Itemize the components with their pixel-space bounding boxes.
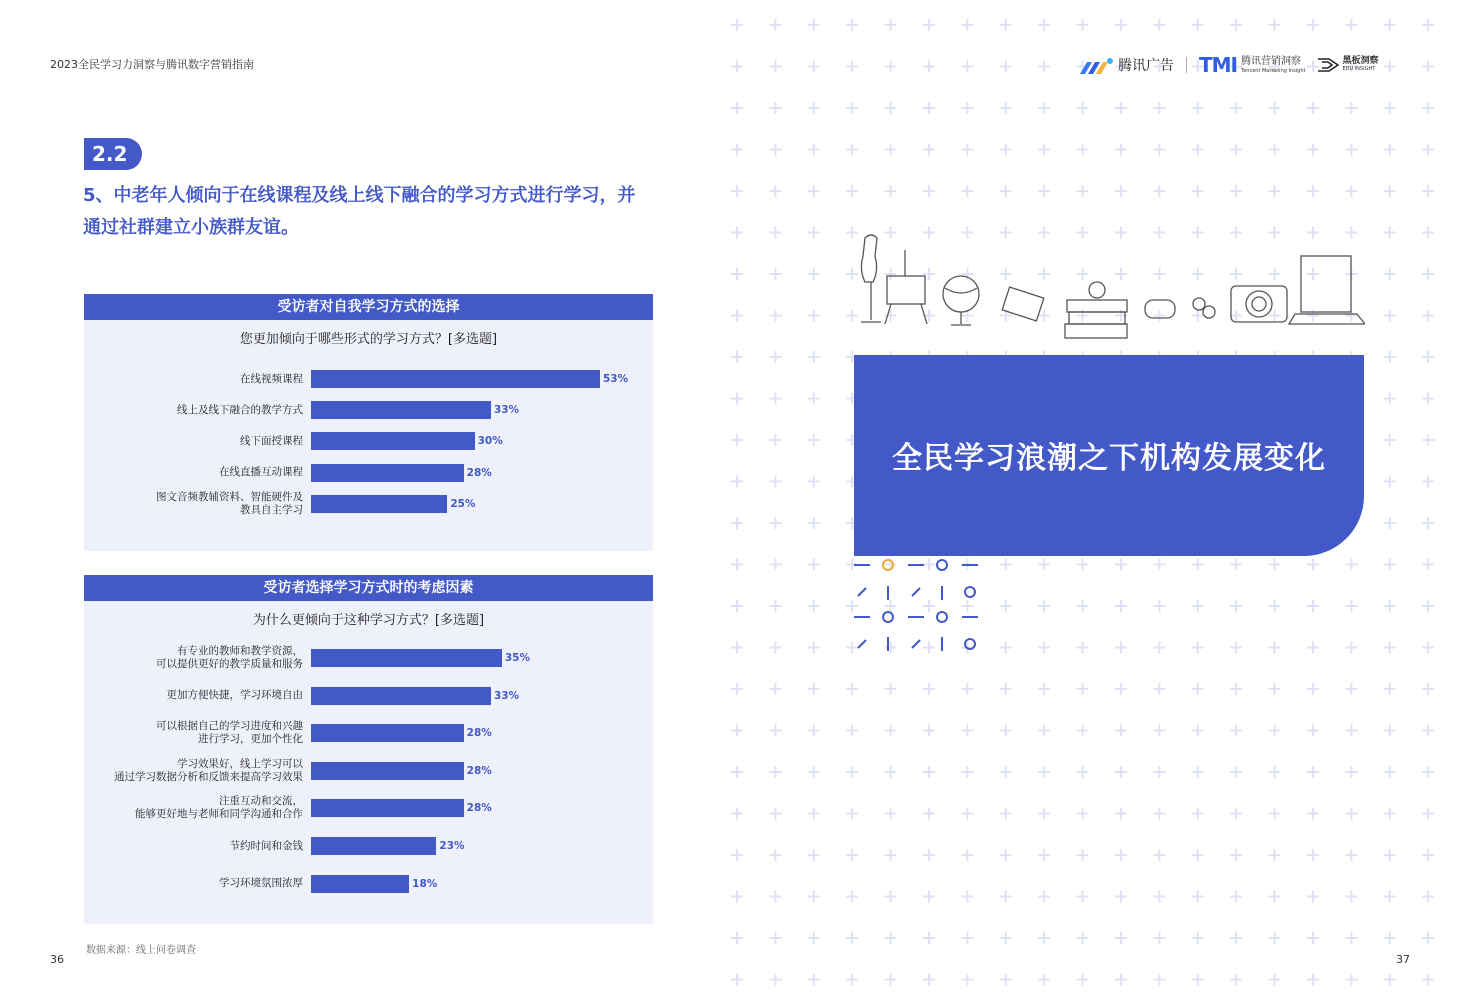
edu-insight-logo [1317,57,1378,73]
bar [311,724,464,742]
chart-panel-consideration-factors [84,575,653,924]
camera-sketch [1231,286,1287,322]
chart-title: 受访者选择学习方式时的考虑因素 [84,575,653,601]
logo-divider [1186,57,1187,73]
bar [311,370,600,388]
hero-banner [854,355,1364,556]
edu-insight-name: 黑板洞察 [1342,56,1379,66]
page-number-left: 36 [50,953,64,966]
bar-category-label [73,877,303,890]
chart-panel-learning-methods [84,294,653,551]
laptop-sketch [1289,256,1365,324]
tmi-english: Tencent Marketing Insight [1241,67,1306,74]
decorative-pattern [850,556,990,656]
tencent-ads-icon [1080,56,1114,74]
section-badge: 2.2 [84,138,142,170]
headline-line-2: 通过社群建立小族群友谊。 [83,217,299,238]
bar-value-label: 18% [412,877,438,890]
brand-logos [1080,52,1390,78]
bar-value-label: 28% [466,802,492,815]
bar-value-label: 30% [477,435,503,448]
bar-category-label-line: 线下面授课程 [240,434,303,447]
bar-category-label-line: 学习环境氛围浓厚 [219,877,303,890]
bar-category-label-line: 进行学习，更加个性化 [198,733,303,746]
hero-title: 全民学习浪潮之下机构发展变化 [892,441,1326,476]
tmi-mark: TMI [1199,53,1237,77]
bar [311,401,491,419]
globe-sketch [943,276,979,325]
bar-value-label: 25% [450,497,476,510]
bar-category-label-line: 在线直播互动课程 [219,466,303,479]
bar [311,687,491,705]
section-headline [83,180,673,244]
bar [311,762,464,780]
headline-line-1: 5、中老年人倾向于在线课程及线上线下融合的学习方式进行学习，并 [83,185,636,206]
document-title: 2023全民学习力洞察与腾讯数字营销指南 [50,58,254,71]
bar-category-label-line: 图文音频教辅资料、智能硬件及 [156,490,303,503]
bar [311,432,475,450]
bar-value-label: 28% [466,764,492,777]
bar-category-label [73,645,303,671]
tmi-logo [1199,53,1305,77]
bar-value-label: 28% [466,466,492,479]
bar-category-label [73,689,303,702]
data-source-note: 数据来源：线上问卷调查 [86,945,196,956]
bar-category-label [73,795,303,821]
bar-value-label: 33% [493,404,520,417]
bar-value-label: 35% [504,652,530,664]
bar-category-label-line: 可以提供更好的教学质量和服务 [156,658,303,670]
bar-category-label-line: 节约时间和金钱 [229,839,303,852]
bar-category-label-line: 有专业的教师和教学资源， [177,645,303,657]
tencent-ads-logo [1080,55,1174,75]
bar-category-label-line: 线上及线下融合的教学方式 [177,403,303,416]
bar [311,837,436,855]
bar-category-label-line: 注重互动和交流， [219,795,303,808]
earbuds-sketch [1193,298,1215,318]
bar-category-label [73,758,303,784]
bar-category-label-line: 可以根据自己的学习进度和兴趣 [156,720,303,733]
bar-category-label [73,466,303,479]
edu-insight-english: EDU INSIGHT [1342,66,1376,72]
bar-category-label [73,404,303,417]
bar-category-label-line: 学习效果好，线上学习可以 [177,757,303,770]
mannequin-sketch [861,235,881,322]
bar-value-label: 23% [439,840,465,852]
chart-title: 受访者对自我学习方式的选择 [84,294,653,320]
gamepad-sketch [1145,300,1175,318]
bar-category-label-line: 通过学习数据分析和反馈来提高学习效果 [114,770,303,783]
bar-category-label [73,491,303,517]
tmi-name: 腾讯营销洞察 [1241,55,1301,67]
bar-value-label: 28% [466,727,492,740]
bar [311,649,502,667]
bar-category-label [73,720,303,746]
page-number-right: 37 [1396,953,1410,966]
sketch-illustration [855,228,1365,353]
easel-sketch [885,250,927,324]
bar [311,875,409,893]
bar-category-label-line: 教具自主学习 [240,503,303,516]
bar [311,464,464,482]
bar [311,799,464,817]
edu-insight-icon [1317,58,1339,72]
bar-category-label [73,840,303,853]
bar-value-label: 53% [603,373,629,385]
chart-question: 您更加倾向于哪些形式的学习方式？[多选题] [239,332,498,347]
books-sketch [1065,282,1127,338]
bar-value-label: 33% [493,689,520,702]
bar-category-label-line: 能够更好地与老师和同学沟通和合作 [135,808,303,821]
bar-category-label-line: 在线视频课程 [240,372,303,385]
chart-question: 为什么更倾向于这种学习方式？[多选题] [252,613,485,628]
tablet-sketch [1002,287,1044,321]
bar-category-label-line: 更加方便快捷，学习环境自由 [166,689,303,702]
tencent-ads-text: 腾讯广告 [1118,58,1174,74]
bar-category-label [73,373,303,386]
bar [311,495,447,513]
bar-category-label [73,435,303,448]
